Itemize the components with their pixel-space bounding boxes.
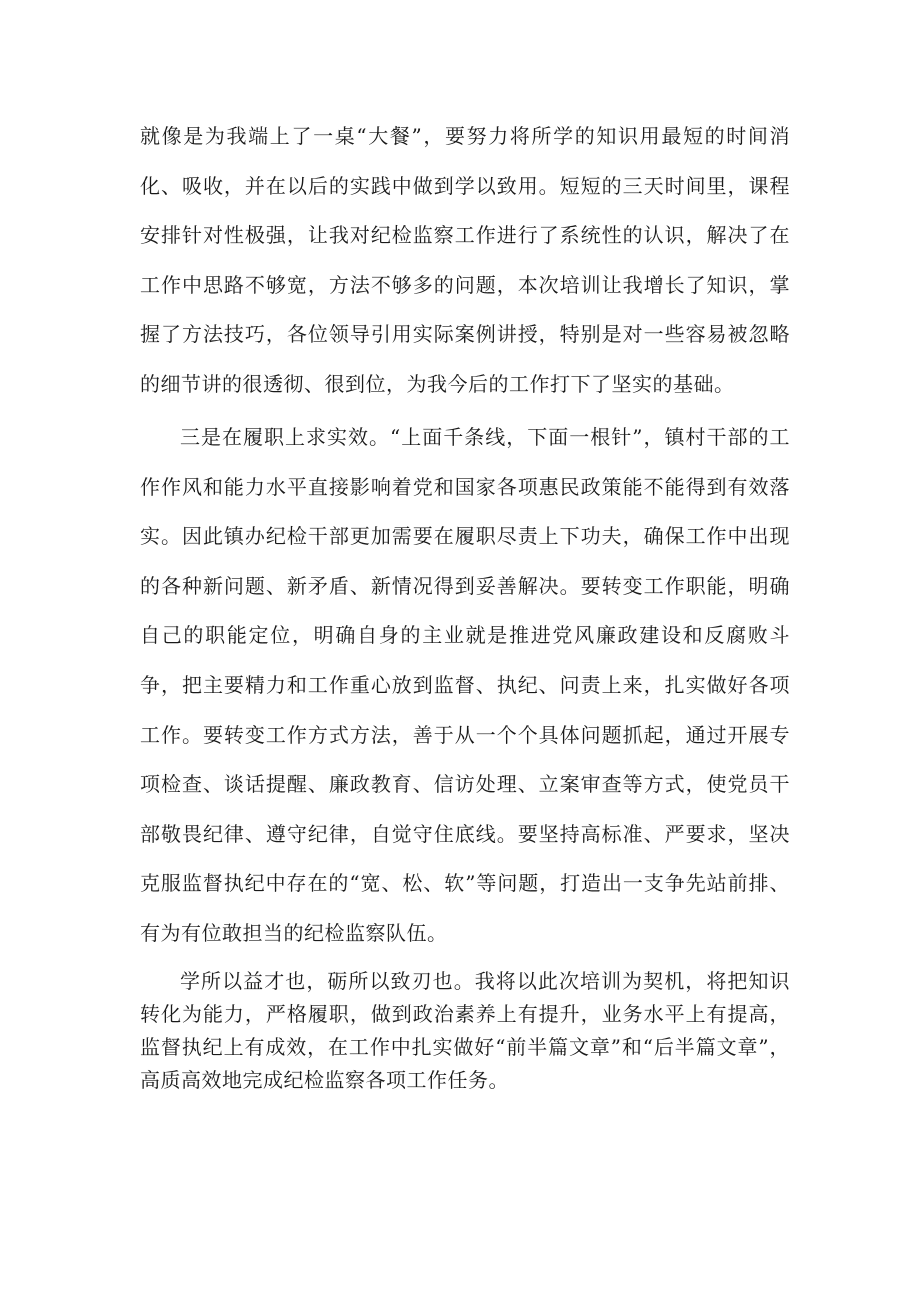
paragraph-conclusion: 学所以益才也，砺所以致刃也。我将以此次培训为契机，将把知识转化为能力，严格履职，做到政治素养上有提升，业务水平上有提高，监督执纪上有成效，在工作中扎实做好“前半篇文章”和“后半篇文章”，高质高效地完成纪检监察各项工作任务。 xyxy=(140,969,790,1092)
paragraph-duty-effectiveness: 三是在履职上求实效。“上面千条线，下面一根针”，镇村干部的工作作风和能力水平直接影响着党和国家各项惠民政策能不能得到有效落实。因此镇办纪检干部更加需要在履职尽责上下功夫，确保工作中出现的各种新问题、新矛盾、新情况得到妥善解决。要转变工作职能，明确自己的职能定位，明确自身的主业就是推进党风廉政建设和反腐败斗争，把主要精力和工作重心放到监督、执纪、问责上来，扎实做好各项工作。要转变工作方式方法，善于从一个个具体问题抓起，通过开展专项检查、谈话提醒、廉政教育、信访处理、立案审查等方式，使党员干部敬畏纪律、遵守纪律，自觉守住底线。要坚持高标准、严要求，坚决克服监督执纪中存在的“宽、松、软”等问题，打造出一支争先站前排、有为有位敢担当的纪检监察队伍。 xyxy=(140,425,790,945)
paragraph-training-gains: 就像是为我端上了一桌“大餐”，要努力将所学的知识用最短的时间消化、吸收，并在以后的实践中做到学以致用。短短的三天时间里，课程安排针对性极强，让我对纪检监察工作进行了系统性的认识，解决了在工作中思路不够宽，方法不够多的问题，本次培训让我增长了知识，掌握了方法技巧，各位领导引用实际案例讲授，特别是对一些容易被忽略的细节讲的很透彻、很到位，为我今后的工作打下了坚实的基础。 xyxy=(140,124,790,396)
